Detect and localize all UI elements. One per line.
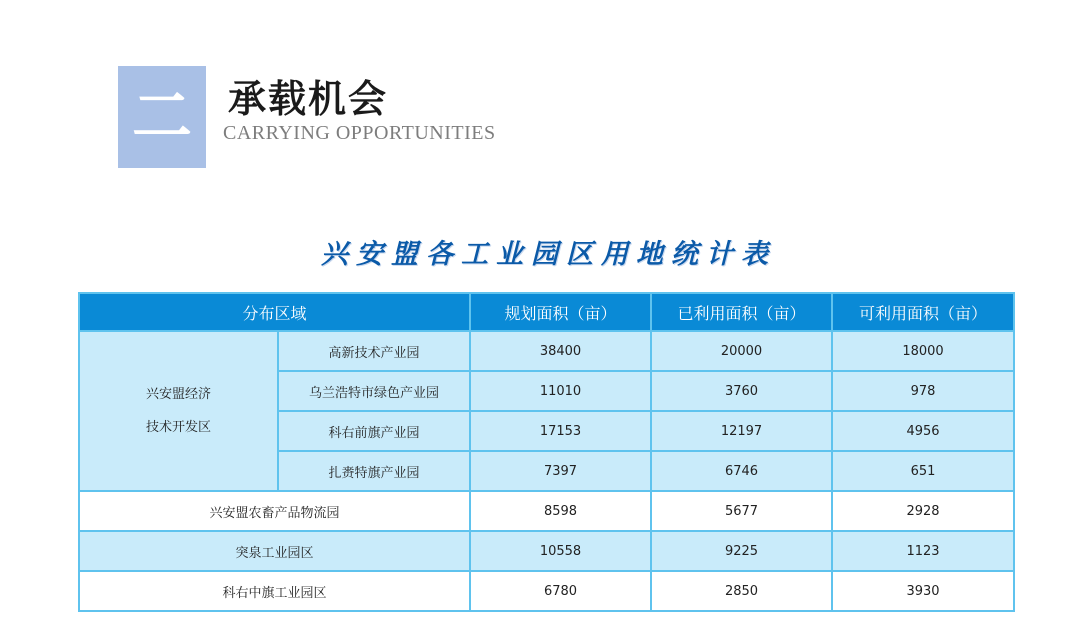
park-name: 扎赉特旗产业园 [278, 451, 470, 491]
available-value: 978 [832, 371, 1014, 411]
park-name: 兴安盟农畜产品物流园 [79, 491, 470, 531]
table-row [79, 571, 1014, 611]
zone-name-line: 兴安盟经济 [145, 387, 211, 402]
planned-value: 17153 [470, 411, 651, 451]
header-used-area: 已利用面积（亩） [651, 293, 832, 331]
table-row [79, 491, 1014, 531]
section-subtitle: CARRYING OPPORTUNITIES [223, 122, 496, 144]
header-region: 分布区域 [79, 293, 470, 331]
available-value: 18000 [832, 331, 1014, 371]
section-number-badge: 二 [118, 66, 206, 168]
planned-value: 8598 [470, 491, 651, 531]
planned-value: 7397 [470, 451, 651, 491]
table-row [79, 531, 1014, 571]
used-value: 2850 [651, 571, 832, 611]
planned-value: 10558 [470, 531, 651, 571]
table-title: 兴安盟各工业园区用地统计表 [321, 239, 776, 270]
used-value: 9225 [651, 531, 832, 571]
available-value: 3930 [832, 571, 1014, 611]
available-value: 651 [832, 451, 1014, 491]
park-name: 科右中旗工业园区 [79, 571, 470, 611]
used-value: 20000 [651, 331, 832, 371]
used-value: 12197 [651, 411, 832, 451]
used-value: 3760 [651, 371, 832, 411]
table-row [79, 331, 1014, 371]
zone-name-line: 技术开发区 [145, 420, 211, 435]
header-available-area: 可利用面积（亩） [832, 293, 1014, 331]
used-value: 5677 [651, 491, 832, 531]
park-name: 乌兰浩特市绿色产业园 [278, 371, 470, 411]
park-name: 突泉工业园区 [79, 531, 470, 571]
section-title: 承载机会 [228, 77, 389, 121]
available-value: 4956 [832, 411, 1014, 451]
planned-value: 11010 [470, 371, 651, 411]
planned-value: 38400 [470, 331, 651, 371]
park-name: 科右前旗产业园 [278, 411, 470, 451]
planned-value: 6780 [470, 571, 651, 611]
table-header-row [79, 293, 1014, 331]
zone-name-cell [79, 331, 278, 491]
used-value: 6746 [651, 451, 832, 491]
land-use-table [78, 292, 1015, 612]
available-value: 1123 [832, 531, 1014, 571]
park-name: 高新技术产业园 [278, 331, 470, 371]
header-planned-area: 规划面积（亩） [470, 293, 651, 331]
available-value: 2928 [832, 491, 1014, 531]
